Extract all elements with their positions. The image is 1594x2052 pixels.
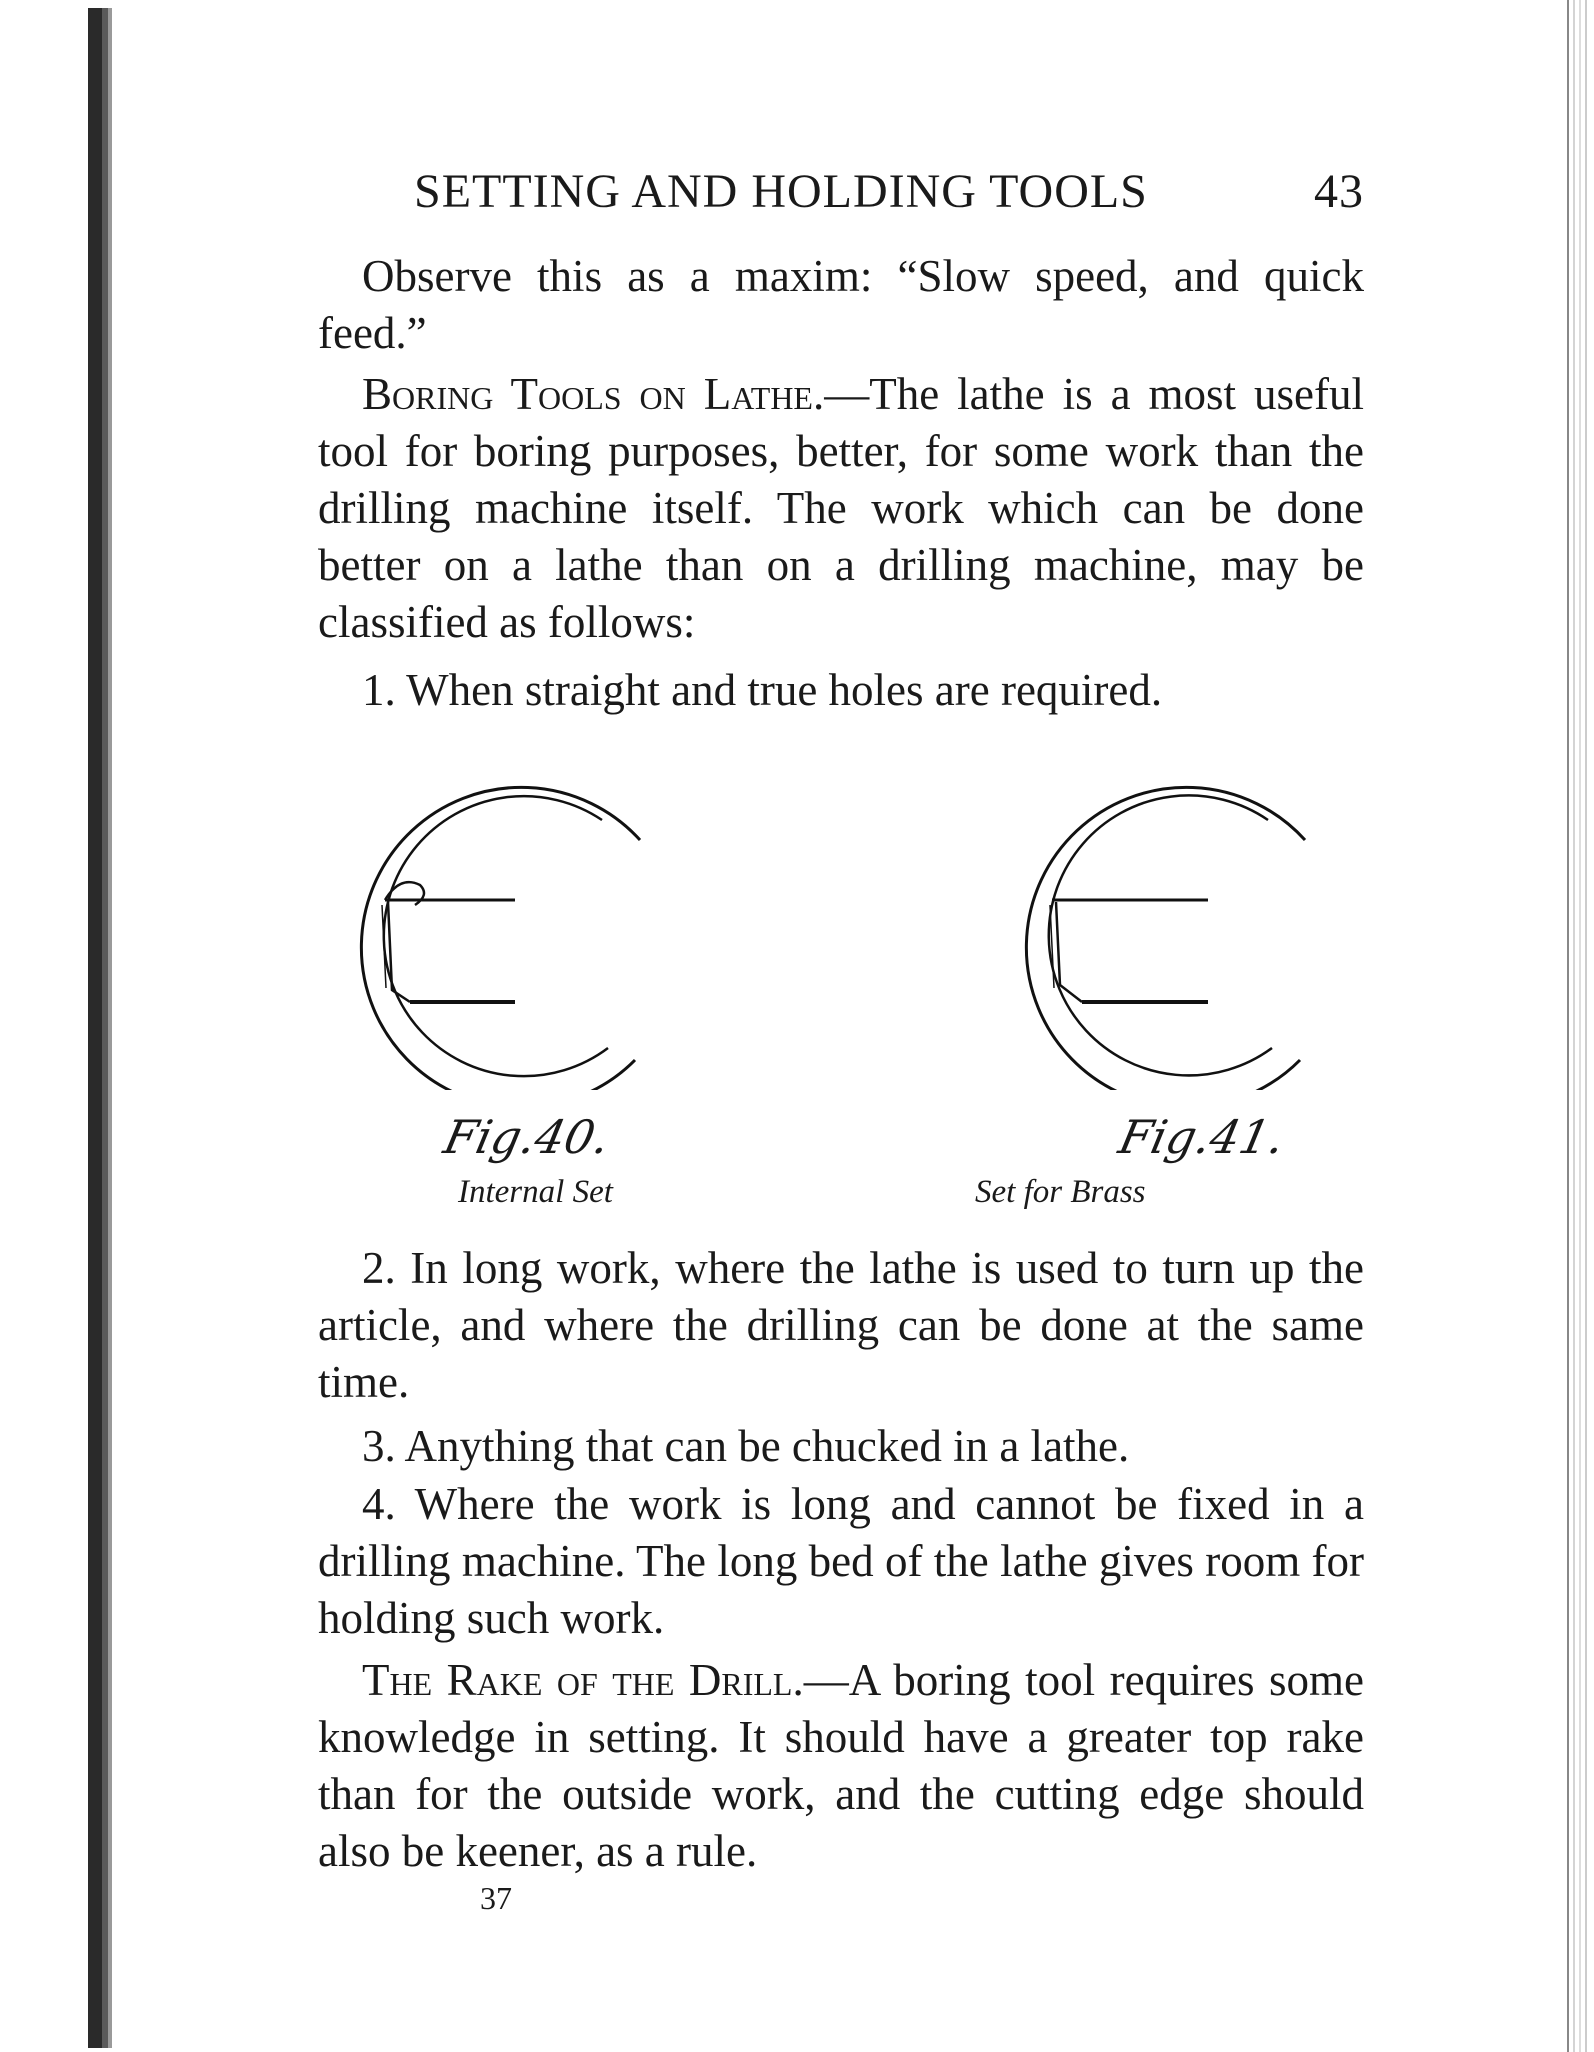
section-heading-rake: The Rake of the Drill.	[362, 1655, 804, 1705]
paragraph-maxim: Observe this as a maxim: “Slow speed, and quick feed.”	[318, 251, 1364, 358]
section-heading-boring-tools: Boring Tools on Lathe.	[362, 369, 825, 419]
figure-40-diagram	[340, 750, 660, 1090]
page-header	[318, 160, 1364, 224]
list-item-4: 4. Where the work is long and cannot be fixed in a drilling machine. The long bed of the lathe gives room for holding such work.	[318, 1479, 1364, 1643]
figure-41-label: Fig.41.	[1114, 1110, 1290, 1164]
figure-41-caption: Set for Brass	[975, 1174, 1146, 1210]
paragraph-boring-tools	[318, 366, 1364, 651]
running-title: SETTING AND HOLDING TOOLS	[414, 165, 1148, 218]
list-item-1: 1. When straight and true holes are required.	[362, 665, 1163, 715]
page-number: 43	[1314, 165, 1364, 218]
list-item-3: 3. Anything that can be chucked in a lathe.	[362, 1421, 1130, 1471]
boring-tools-text: —The lathe is a most useful tool for boring purposes, better, for some work than the drilling machine itself. The work which can be done better on a lathe than on a drilling machine, may be classified as follows:	[318, 369, 1364, 647]
figure-40-caption: Internal Set	[458, 1174, 613, 1210]
signature-mark: 37	[480, 1880, 512, 1916]
binding-shadow	[88, 8, 132, 2048]
figure-40-label: Fig.40.	[439, 1110, 615, 1164]
rake-text: —A boring tool requires some knowledge in setting. It should have a greater top rake than for the outside work, and the cutting edge should also be keener, as a rule.	[318, 1655, 1364, 1876]
figure-41-diagram	[1000, 750, 1320, 1090]
list-item-2: 2. In long work, where the lathe is used to turn up the article, and where the drilling can be done at the same time.	[318, 1243, 1364, 1407]
paragraph-rake-of-drill	[318, 1652, 1364, 1880]
page-edge-lines	[1564, 0, 1594, 2052]
